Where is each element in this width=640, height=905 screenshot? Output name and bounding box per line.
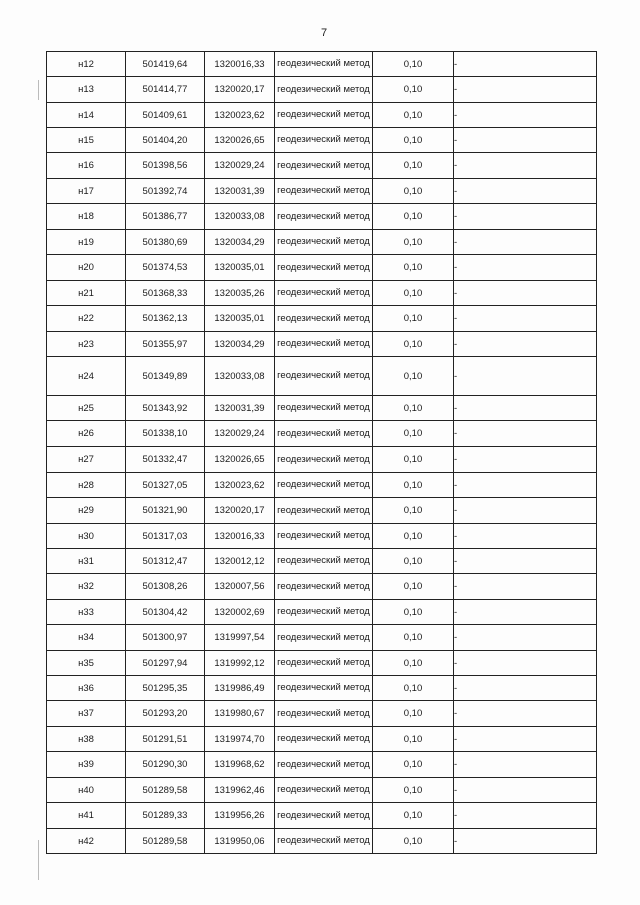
description-cell: - xyxy=(454,701,597,727)
x-coordinate-cell: 501321,90 xyxy=(126,498,205,524)
y-coordinate-cell: 1319968,62 xyxy=(205,752,275,778)
point-cell: н28 xyxy=(47,473,126,498)
table-row xyxy=(47,306,597,332)
description-cell: - xyxy=(454,255,597,281)
x-coordinate-cell: 501291,51 xyxy=(126,727,205,752)
point-cell: н31 xyxy=(47,549,126,574)
table-row xyxy=(47,421,597,447)
table-row xyxy=(47,230,597,255)
x-coordinate-cell: 501327,05 xyxy=(126,473,205,498)
description-cell: - xyxy=(454,752,597,778)
x-coordinate-cell: 501392,74 xyxy=(126,179,205,204)
accuracy-cell: 0,10 xyxy=(373,204,454,230)
x-coordinate-cell: 501290,30 xyxy=(126,752,205,778)
point-cell: н37 xyxy=(47,701,126,727)
description-cell: - xyxy=(454,396,597,421)
point-cell: н36 xyxy=(47,676,126,701)
x-coordinate-cell: 501398,56 xyxy=(126,153,205,179)
accuracy-cell: 0,10 xyxy=(373,829,454,854)
point-cell: н34 xyxy=(47,625,126,651)
y-coordinate-cell: 1320029,24 xyxy=(205,153,275,179)
accuracy-cell: 0,10 xyxy=(373,103,454,128)
table-row xyxy=(47,651,597,676)
accuracy-cell: 0,10 xyxy=(373,306,454,332)
description-cell: - xyxy=(454,727,597,752)
table-row xyxy=(47,396,597,421)
scan-edge-line xyxy=(38,840,39,880)
y-coordinate-cell: 1320020,17 xyxy=(205,498,275,524)
table-row xyxy=(47,281,597,306)
accuracy-cell: 0,10 xyxy=(373,447,454,473)
accuracy-cell: 0,10 xyxy=(373,625,454,651)
method-cell: геодезический метод xyxy=(275,498,373,524)
table-row xyxy=(47,77,597,103)
table-row xyxy=(47,447,597,473)
point-cell: н30 xyxy=(47,524,126,549)
method-cell: геодезический метод xyxy=(275,625,373,651)
accuracy-cell: 0,10 xyxy=(373,778,454,803)
method-cell: геодезический метод xyxy=(275,357,373,396)
point-cell: н38 xyxy=(47,727,126,752)
x-coordinate-cell: 501374,53 xyxy=(126,255,205,281)
y-coordinate-cell: 1319962,46 xyxy=(205,778,275,803)
y-coordinate-cell: 1320026,65 xyxy=(205,447,275,473)
method-cell: геодезический метод xyxy=(275,701,373,727)
y-coordinate-cell: 1319997,54 xyxy=(205,625,275,651)
point-cell: н32 xyxy=(47,574,126,600)
table-row xyxy=(47,752,597,778)
x-coordinate-cell: 501289,58 xyxy=(126,778,205,803)
accuracy-cell: 0,10 xyxy=(373,498,454,524)
table-row xyxy=(47,332,597,357)
x-coordinate-cell: 501312,47 xyxy=(126,549,205,574)
accuracy-cell: 0,10 xyxy=(373,727,454,752)
accuracy-cell: 0,10 xyxy=(373,128,454,153)
x-coordinate-cell: 501317,03 xyxy=(126,524,205,549)
table-row xyxy=(47,600,597,625)
table-row xyxy=(47,204,597,230)
point-cell: н42 xyxy=(47,829,126,854)
y-coordinate-cell: 1319986,49 xyxy=(205,676,275,701)
point-cell: н14 xyxy=(47,103,126,128)
x-coordinate-cell: 501409,61 xyxy=(126,103,205,128)
point-cell: н25 xyxy=(47,396,126,421)
description-cell: - xyxy=(454,204,597,230)
description-cell: - xyxy=(454,153,597,179)
description-cell: - xyxy=(454,128,597,153)
y-coordinate-cell: 1320034,29 xyxy=(205,230,275,255)
y-coordinate-cell: 1320020,17 xyxy=(205,77,275,103)
method-cell: геодезический метод xyxy=(275,306,373,332)
y-coordinate-cell: 1320031,39 xyxy=(205,396,275,421)
description-cell: - xyxy=(454,179,597,204)
accuracy-cell: 0,10 xyxy=(373,803,454,829)
table-row xyxy=(47,778,597,803)
x-coordinate-cell: 501293,20 xyxy=(126,701,205,727)
description-cell: - xyxy=(454,230,597,255)
table-row xyxy=(47,549,597,574)
table-row xyxy=(47,179,597,204)
description-cell: - xyxy=(454,306,597,332)
y-coordinate-cell: 1320023,62 xyxy=(205,473,275,498)
method-cell: геодезический метод xyxy=(275,179,373,204)
table-row xyxy=(47,52,597,77)
page-number: 7 xyxy=(320,27,328,39)
point-cell: н13 xyxy=(47,77,126,103)
x-coordinate-cell: 501343,92 xyxy=(126,396,205,421)
table-row xyxy=(47,701,597,727)
accuracy-cell: 0,10 xyxy=(373,600,454,625)
x-coordinate-cell: 501308,26 xyxy=(126,574,205,600)
accuracy-cell: 0,10 xyxy=(373,153,454,179)
method-cell: геодезический метод xyxy=(275,230,373,255)
table-row xyxy=(47,829,597,854)
x-coordinate-cell: 501380,69 xyxy=(126,230,205,255)
description-cell: - xyxy=(454,600,597,625)
x-coordinate-cell: 501362,13 xyxy=(126,306,205,332)
method-cell: геодезический метод xyxy=(275,727,373,752)
point-cell: н19 xyxy=(47,230,126,255)
description-cell: - xyxy=(454,473,597,498)
description-cell: - xyxy=(454,357,597,396)
method-cell: геодезический метод xyxy=(275,77,373,103)
y-coordinate-cell: 1319992,12 xyxy=(205,651,275,676)
x-coordinate-cell: 501297,94 xyxy=(126,651,205,676)
method-cell: геодезический метод xyxy=(275,153,373,179)
x-coordinate-cell: 501386,77 xyxy=(126,204,205,230)
point-cell: н41 xyxy=(47,803,126,829)
description-cell: - xyxy=(454,281,597,306)
table-row xyxy=(47,524,597,549)
x-coordinate-cell: 501355,97 xyxy=(126,332,205,357)
table-row xyxy=(47,255,597,281)
x-coordinate-cell: 501289,33 xyxy=(126,803,205,829)
description-cell: - xyxy=(454,103,597,128)
accuracy-cell: 0,10 xyxy=(373,255,454,281)
point-cell: н29 xyxy=(47,498,126,524)
x-coordinate-cell: 501289,58 xyxy=(126,829,205,854)
x-coordinate-cell: 501368,33 xyxy=(126,281,205,306)
point-cell: н24 xyxy=(47,357,126,396)
y-coordinate-cell: 1320035,01 xyxy=(205,306,275,332)
method-cell: геодезический метод xyxy=(275,829,373,854)
point-cell: н18 xyxy=(47,204,126,230)
description-cell: - xyxy=(454,52,597,77)
y-coordinate-cell: 1320029,24 xyxy=(205,421,275,447)
accuracy-cell: 0,10 xyxy=(373,574,454,600)
point-cell: н20 xyxy=(47,255,126,281)
y-coordinate-cell: 1320016,33 xyxy=(205,52,275,77)
accuracy-cell: 0,10 xyxy=(373,473,454,498)
description-cell: - xyxy=(454,524,597,549)
y-coordinate-cell: 1320035,01 xyxy=(205,255,275,281)
y-coordinate-cell: 1320016,33 xyxy=(205,524,275,549)
method-cell: геодезический метод xyxy=(275,447,373,473)
y-coordinate-cell: 1320034,29 xyxy=(205,332,275,357)
description-cell: - xyxy=(454,625,597,651)
description-cell: - xyxy=(454,803,597,829)
method-cell: геодезический метод xyxy=(275,803,373,829)
scan-edge-line xyxy=(38,80,39,100)
y-coordinate-cell: 1319950,06 xyxy=(205,829,275,854)
point-cell: н27 xyxy=(47,447,126,473)
method-cell: геодезический метод xyxy=(275,128,373,153)
point-cell: н35 xyxy=(47,651,126,676)
description-cell: - xyxy=(454,676,597,701)
accuracy-cell: 0,10 xyxy=(373,676,454,701)
accuracy-cell: 0,10 xyxy=(373,701,454,727)
method-cell: геодезический метод xyxy=(275,778,373,803)
y-coordinate-cell: 1320031,39 xyxy=(205,179,275,204)
y-coordinate-cell: 1320026,65 xyxy=(205,128,275,153)
accuracy-cell: 0,10 xyxy=(373,77,454,103)
method-cell: геодезический метод xyxy=(275,204,373,230)
accuracy-cell: 0,10 xyxy=(373,179,454,204)
x-coordinate-cell: 501404,20 xyxy=(126,128,205,153)
description-cell: - xyxy=(454,332,597,357)
accuracy-cell: 0,10 xyxy=(373,396,454,421)
point-cell: н40 xyxy=(47,778,126,803)
y-coordinate-cell: 1319956,26 xyxy=(205,803,275,829)
point-cell: н15 xyxy=(47,128,126,153)
coordinates-table xyxy=(46,51,597,854)
y-coordinate-cell: 1320007,56 xyxy=(205,574,275,600)
accuracy-cell: 0,10 xyxy=(373,230,454,255)
table-row xyxy=(47,625,597,651)
accuracy-cell: 0,10 xyxy=(373,651,454,676)
y-coordinate-cell: 1320002,69 xyxy=(205,600,275,625)
table-row xyxy=(47,803,597,829)
table-row xyxy=(47,153,597,179)
y-coordinate-cell: 1319980,67 xyxy=(205,701,275,727)
method-cell: геодезический метод xyxy=(275,524,373,549)
point-cell: н17 xyxy=(47,179,126,204)
point-cell: н21 xyxy=(47,281,126,306)
x-coordinate-cell: 501332,47 xyxy=(126,447,205,473)
x-coordinate-cell: 501304,42 xyxy=(126,600,205,625)
y-coordinate-cell: 1320035,26 xyxy=(205,281,275,306)
method-cell: геодезический метод xyxy=(275,396,373,421)
table-row xyxy=(47,473,597,498)
description-cell: - xyxy=(454,421,597,447)
method-cell: геодезический метод xyxy=(275,103,373,128)
accuracy-cell: 0,10 xyxy=(373,281,454,306)
method-cell: геодезический метод xyxy=(275,752,373,778)
coordinates-table-body xyxy=(47,52,597,854)
y-coordinate-cell: 1320033,08 xyxy=(205,357,275,396)
method-cell: геодезический метод xyxy=(275,421,373,447)
y-coordinate-cell: 1320033,08 xyxy=(205,204,275,230)
method-cell: геодезический метод xyxy=(275,574,373,600)
accuracy-cell: 0,10 xyxy=(373,421,454,447)
x-coordinate-cell: 501295,35 xyxy=(126,676,205,701)
method-cell: геодезический метод xyxy=(275,52,373,77)
accuracy-cell: 0,10 xyxy=(373,524,454,549)
x-coordinate-cell: 501338,10 xyxy=(126,421,205,447)
accuracy-cell: 0,10 xyxy=(373,752,454,778)
method-cell: геодезический метод xyxy=(275,676,373,701)
description-cell: - xyxy=(454,574,597,600)
description-cell: - xyxy=(454,498,597,524)
y-coordinate-cell: 1319974,70 xyxy=(205,727,275,752)
description-cell: - xyxy=(454,77,597,103)
method-cell: геодезический метод xyxy=(275,600,373,625)
x-coordinate-cell: 501414,77 xyxy=(126,77,205,103)
description-cell: - xyxy=(454,778,597,803)
point-cell: н26 xyxy=(47,421,126,447)
x-coordinate-cell: 501349,89 xyxy=(126,357,205,396)
table-row xyxy=(47,357,597,396)
accuracy-cell: 0,10 xyxy=(373,549,454,574)
description-cell: - xyxy=(454,549,597,574)
table-row xyxy=(47,103,597,128)
method-cell: геодезический метод xyxy=(275,255,373,281)
accuracy-cell: 0,10 xyxy=(373,332,454,357)
point-cell: н39 xyxy=(47,752,126,778)
table-row xyxy=(47,128,597,153)
table-row xyxy=(47,676,597,701)
accuracy-cell: 0,10 xyxy=(373,52,454,77)
method-cell: геодезический метод xyxy=(275,651,373,676)
method-cell: геодезический метод xyxy=(275,473,373,498)
point-cell: н12 xyxy=(47,52,126,77)
x-coordinate-cell: 501300,97 xyxy=(126,625,205,651)
method-cell: геодезический метод xyxy=(275,332,373,357)
point-cell: н22 xyxy=(47,306,126,332)
point-cell: н33 xyxy=(47,600,126,625)
point-cell: н16 xyxy=(47,153,126,179)
table-row xyxy=(47,727,597,752)
table-row xyxy=(47,574,597,600)
accuracy-cell: 0,10 xyxy=(373,357,454,396)
x-coordinate-cell: 501419,64 xyxy=(126,52,205,77)
method-cell: геодезический метод xyxy=(275,281,373,306)
table-row xyxy=(47,498,597,524)
y-coordinate-cell: 1320023,62 xyxy=(205,103,275,128)
point-cell: н23 xyxy=(47,332,126,357)
description-cell: - xyxy=(454,651,597,676)
y-coordinate-cell: 1320012,12 xyxy=(205,549,275,574)
description-cell: - xyxy=(454,447,597,473)
method-cell: геодезический метод xyxy=(275,549,373,574)
description-cell: - xyxy=(454,829,597,854)
